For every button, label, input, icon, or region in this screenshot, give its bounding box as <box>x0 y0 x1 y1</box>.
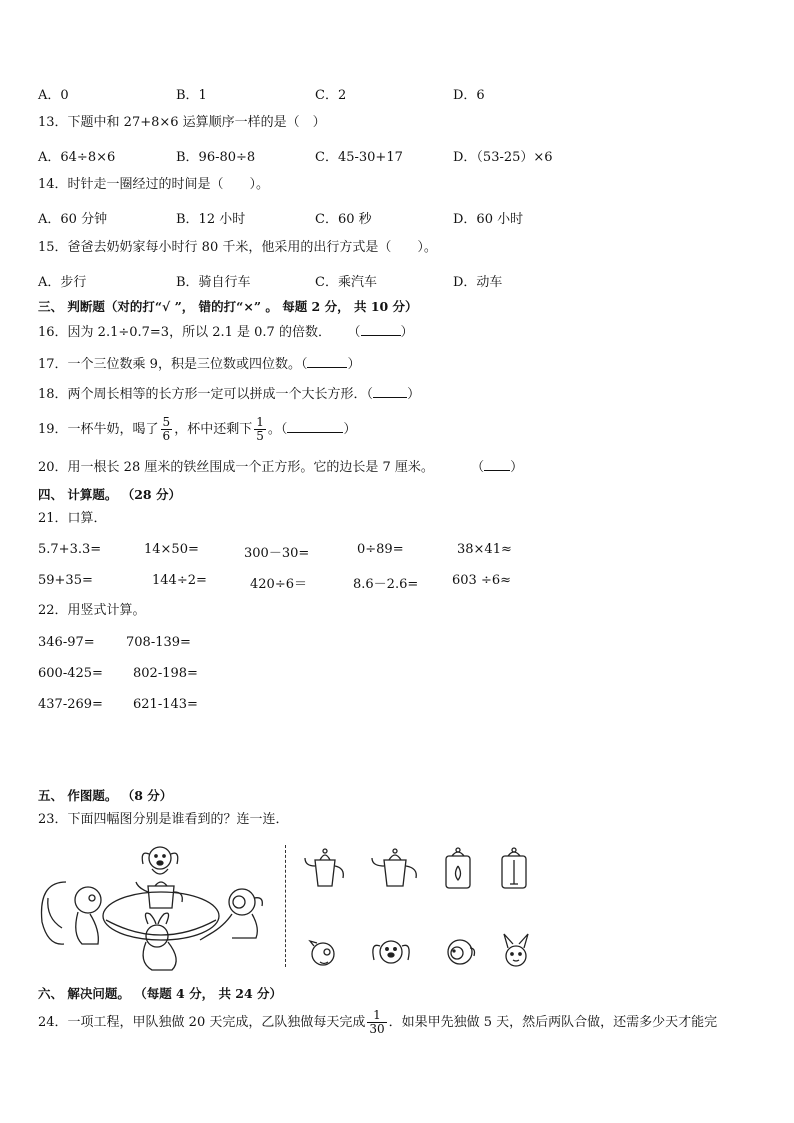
q13-option-b: B．96-80÷8 <box>176 150 256 165</box>
round-table-icon <box>103 892 219 940</box>
fraction-numerator: 1 <box>256 415 264 429</box>
q22-item: 708-139= <box>126 635 191 650</box>
q13-stem: 13．下题中和 27+8×6 运算顺序一样的是（ ） <box>38 115 326 130</box>
q24-pre: 24．一项工程，甲队独做 20 天完成，乙队独做每天完成 <box>38 1015 366 1030</box>
q22-item: 437-269= <box>38 697 103 712</box>
q19-answer-blank[interactable] <box>287 420 343 433</box>
fraction-five-sixths <box>161 416 173 443</box>
q19 <box>38 412 356 448</box>
q14-option-c: C．60 秒 <box>315 212 372 227</box>
q21-item: 300－30= <box>244 546 310 561</box>
fraction-denominator: 30 <box>369 1022 385 1036</box>
fraction-one-thirtieth <box>367 1009 386 1036</box>
fraction-denominator: 5 <box>256 429 264 443</box>
table-scene-illustration <box>36 842 268 974</box>
q17 <box>38 355 360 373</box>
q22-item: 346-97= <box>38 635 95 650</box>
q20-paren-open: （ <box>471 460 485 475</box>
monkey-icon <box>200 889 262 940</box>
q17-paren-open: （ <box>300 357 308 372</box>
q15-stem: 15．爸爸去奶奶家每小时行 80 千米，他采用的出行方式是（ ）。 <box>38 240 437 255</box>
q21-item: 14×50= <box>144 542 199 557</box>
teapot-view-1-icon <box>302 846 348 892</box>
section-6-heading: 六、 解决问题。 （每题 4 分， 共 24 分） <box>38 986 283 1001</box>
q15-option-c: C．乘汽车 <box>315 275 377 290</box>
teapot-icon <box>136 882 182 908</box>
teapot-view-4-icon <box>496 846 532 894</box>
dog-head-icon <box>370 934 412 970</box>
q16-answer-blank[interactable] <box>361 323 401 336</box>
q17-text: 17．一个三位数乘 9，积是三位数或四位数。 <box>38 357 301 372</box>
q12-option-d: D．6 <box>453 88 485 103</box>
q21-item: 0÷89= <box>357 542 404 557</box>
q18-text: 18．两个周长相等的长方形一定可以拼成一个大长方形． <box>38 387 367 402</box>
q19-paren-open: （ <box>280 422 288 437</box>
fraction-one-fifth <box>254 416 266 443</box>
q19-pre: 19．一杯牛奶，喝了 <box>38 422 159 437</box>
q22-title: 22．用竖式计算。 <box>38 603 146 618</box>
q24 <box>38 1005 717 1041</box>
q16-paren-open: （ <box>347 325 361 340</box>
fraction-denominator: 6 <box>162 429 171 443</box>
q16-paren-close: ） <box>400 325 414 340</box>
fraction-numerator: 1 <box>367 1009 386 1023</box>
q21-item: 8.6－2.6= <box>353 577 419 592</box>
q19-paren-close: ） <box>343 422 357 437</box>
q12-option-b: B．1 <box>176 88 207 103</box>
q18-paren-close: ） <box>407 387 421 402</box>
monkey-head-icon <box>442 934 478 970</box>
q23-title: 23．下面四幅图分别是谁看到的？连一连． <box>38 812 289 827</box>
figure-divider <box>285 845 286 967</box>
dog-icon <box>142 847 178 874</box>
squirrel-head-icon <box>306 936 340 970</box>
q13-option-a: A．64÷8×6 <box>38 150 116 165</box>
q16-text: 16．因为 2.1÷0.7=3，所以 2.1 是 0.7 的倍数． <box>38 325 331 340</box>
q21-item: 38×41≈ <box>457 542 512 557</box>
q15-option-d: D．动车 <box>453 275 503 290</box>
q19-post: 。 <box>267 422 281 437</box>
q21-title: 21．口算． <box>38 511 107 526</box>
q22-item: 600-425= <box>38 666 103 681</box>
q15-option-b: B．骑自行车 <box>176 275 251 290</box>
q17-paren-close: ） <box>347 357 361 372</box>
q24-post: ．如果甲先独做 5 天，然后两队合做，还需多少天才能完 <box>388 1015 718 1030</box>
q19-mid: ，杯中还剩下 <box>174 422 253 437</box>
q14-option-b: B．12 小时 <box>176 212 246 227</box>
section-3-heading: 三、 判断题（对的打“√ ”， 错的打“×” 。 每题 2 分， 共 10 分） <box>38 299 418 314</box>
q20-text: 20．用一根长 28 厘米的铁丝围成一个正方形。它的边长是 7 厘米。 <box>38 460 434 475</box>
q18-answer-blank[interactable] <box>373 385 407 398</box>
q22-item: 621-143= <box>133 697 198 712</box>
q20-paren-close: ） <box>510 460 524 475</box>
q13-option-c: C．45-30+17 <box>315 150 403 165</box>
rabbit-icon <box>143 913 176 970</box>
q13-option-d: D．（53-25）×6 <box>453 150 553 165</box>
q21-item: 420÷6＝ <box>250 577 307 592</box>
rabbit-head-icon <box>498 932 534 970</box>
teapot-view-3-icon <box>440 846 476 894</box>
q20 <box>38 458 523 476</box>
q18-paren-open: （ <box>366 387 374 402</box>
q14-stem: 14．时针走一圈经过的时间是（ ）。 <box>38 177 270 192</box>
section-4-heading: 四、 计算题。 （28 分） <box>38 487 181 502</box>
q21-item: 603 ÷6≈ <box>452 573 512 588</box>
q12-option-c: C．2 <box>315 88 347 103</box>
q20-answer-blank[interactable] <box>484 458 510 471</box>
q21-item: 144÷2= <box>152 573 207 588</box>
q17-answer-blank[interactable] <box>307 355 347 368</box>
q18 <box>38 385 420 403</box>
squirrel-icon <box>42 882 102 944</box>
q14-option-a: A．60 分钟 <box>38 212 108 227</box>
fraction-numerator: 5 <box>162 415 171 429</box>
q15-option-a: A．步行 <box>38 275 87 290</box>
q16 <box>38 323 414 341</box>
q12-option-a: A．0 <box>38 88 69 103</box>
q14-option-d: D．60 小时 <box>453 212 524 227</box>
teapot-view-2-icon <box>368 846 422 892</box>
q21-item: 59+35= <box>38 573 93 588</box>
q21-item: 5.7+3.3= <box>38 542 102 557</box>
section-5-heading: 五、 作图题。 （8 分） <box>38 788 173 803</box>
q22-item: 802-198= <box>133 666 198 681</box>
